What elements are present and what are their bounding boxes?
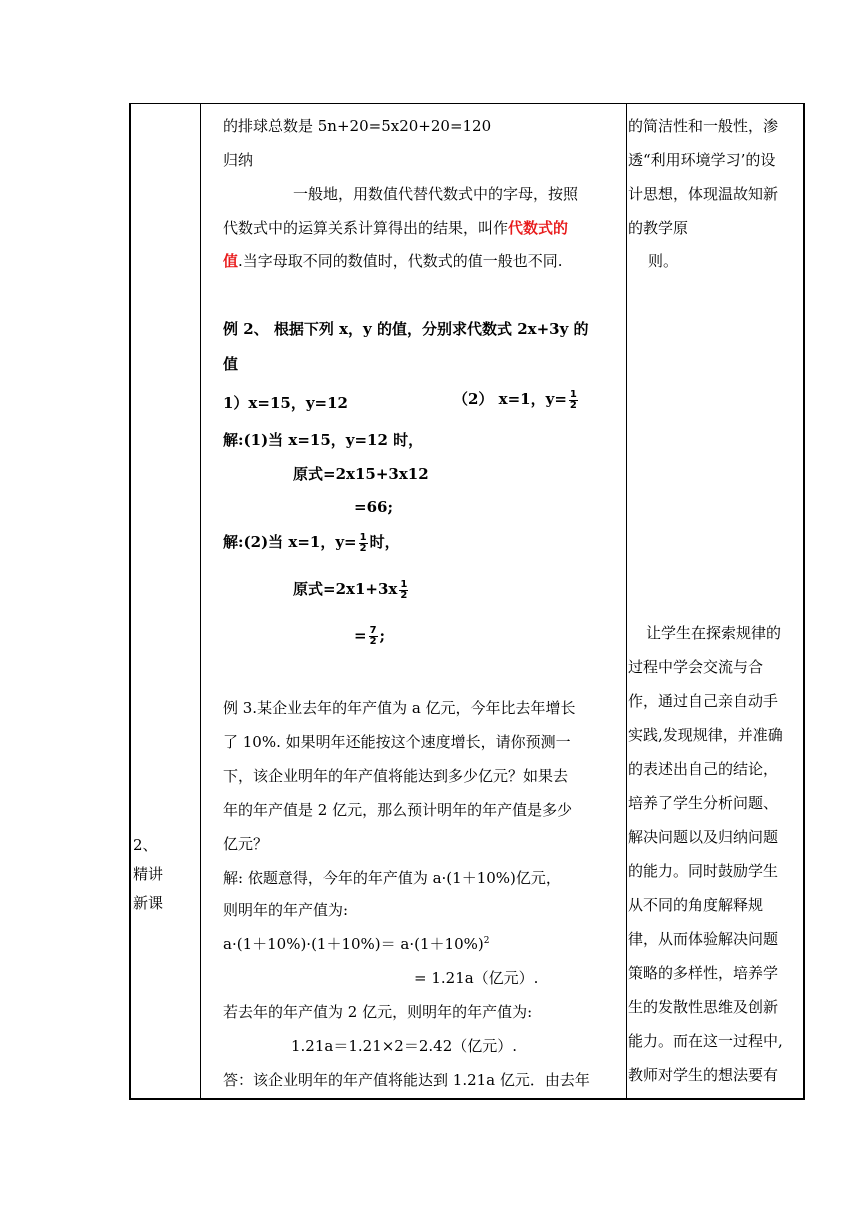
example-3-line-3: 下，该企业明年的年产值将能达到多少亿元？如果去	[223, 767, 569, 785]
example-2-part-2: （2） x=1，y= $\frac{1}{2}$	[453, 388, 577, 411]
summary-line-1: 一般地，用数值代替代数式中的字母，按照	[293, 185, 579, 203]
fraction-seven-halves: $\frac{7}{2}$	[369, 625, 377, 647]
solution-1-line-1: 解:(1)当 x=15，y=12 时，	[223, 431, 424, 449]
example-3-solution-5: 若去年的年产值为 2 亿元，则明年的年产值为:	[223, 1003, 533, 1021]
summary-title: 归纳	[223, 151, 254, 169]
definition-highlight-end: 值	[223, 252, 239, 270]
notes-cell	[628, 104, 806, 1098]
example-3-line-5: 亿元？	[223, 835, 269, 853]
example-3-solution-2: 则明年的年产值为:	[223, 901, 349, 919]
note-1-line-2: 透“利用环境学习’的设	[628, 151, 776, 169]
fraction-half: $\frac{1}{2}$	[359, 531, 367, 554]
fraction-half: $\frac{1}{2}$	[569, 388, 577, 411]
note-2-line-6: 培养了学生分析问题、	[628, 794, 779, 812]
note-2-line-10: 律，从而体验解决问题	[628, 930, 779, 948]
solution-1-line-2: 原式=2x15+3x12	[293, 465, 429, 483]
solution-1-line-3: =66;	[354, 498, 393, 516]
note-2-line-8: 的能力。同时鼓励学生	[628, 862, 779, 880]
note-2-line-1: 让学生在探索规律的	[646, 624, 782, 642]
solution-2-line-2: 原式=2x1+3x $\frac{1}{2}$	[293, 578, 408, 601]
example-3-solution-1: 解: 依题意得，今年的年产值为 a·(1＋10%)亿元，	[223, 869, 561, 887]
summary-line-2: 代数式中的运算关系计算得出的结果，叫作代数式的	[223, 219, 569, 237]
fraction-half: $\frac{1}{2}$	[400, 578, 408, 601]
note-2-line-5: 的表述出自己的结论，	[628, 760, 779, 778]
example-3-solution-3: $a\cdot(1+10\%)\cdot(1+10\%)= a\cdot(1+10\%)^2$	[223, 935, 490, 953]
stage-cell	[131, 831, 199, 918]
note-2-line-4: 实践,发现规律，并准确	[628, 726, 783, 744]
note-2-line-7: 解决问题以及归纳问题	[628, 828, 779, 846]
solution-2-line-1: 解:(2)当 x=1，y= $\frac{1}{2}$ 时，	[223, 531, 400, 554]
column-divider-1	[200, 104, 201, 1098]
lesson-plan-table	[129, 103, 805, 1100]
content-cell	[223, 104, 623, 1098]
note-1-line-1: 的简洁性和一般性，渗	[628, 117, 779, 135]
example-2-part-1: 1）x=15，y=12	[223, 394, 348, 412]
note-1-line-5: 则。	[648, 252, 679, 270]
stage-label-line2: 新课	[133, 894, 164, 912]
note-2-line-12: 生的发散性思维及创新	[628, 998, 779, 1016]
column-divider-2	[626, 104, 627, 1098]
note-2-line-14: 教师对学生的想法要有	[628, 1066, 779, 1084]
note-2-line-11: 策略的多样性，培养学	[628, 964, 779, 982]
example-2-line-1: 例 2、 根据下列 x，y 的值，分别求代数式 2x+3y 的	[223, 320, 589, 338]
example-2-line-2: 值	[223, 355, 239, 373]
note-2-line-9: 从不同的角度解释规	[628, 896, 764, 914]
note-1-line-3: 计思想，体现温故知新	[628, 185, 779, 203]
example-3-line-2: 了 10%. 如果明年还能按这个速度增长，请你预测一	[223, 733, 571, 751]
top-line: 的排球总数是 5n+20=5x20+20=120	[223, 117, 492, 135]
summary-line-3: 值.当字母取不同的数值时，代数式的值一般也不同.	[223, 252, 563, 270]
stage-number: 2、	[133, 836, 158, 854]
solution-2-line-3: = $\frac{7}{2}$ ;	[354, 625, 386, 647]
note-2-line-2: 过程中学会交流与合	[628, 658, 764, 676]
example-3-answer: 答：该企业明年的年产值将能达到 1.21a 亿元．由去年	[223, 1071, 590, 1089]
example-3-solution-6: 1.21a＝1.21×2＝2.42（亿元）.	[291, 1037, 518, 1055]
note-2-line-3: 作，通过自己亲自动手	[628, 692, 779, 710]
example-3-line-4: 年的年产值是 2 亿元，那么预计明年的年产值是多少	[223, 801, 573, 819]
note-1-line-4: 的教学原	[628, 219, 689, 237]
definition-highlight: 代数式的	[508, 219, 569, 237]
example-3-line-1: 例 3.某企业去年的年产值为 a 亿元，今年比去年增长	[223, 699, 576, 717]
example-3-solution-4: = 1.21a（亿元）.	[414, 969, 539, 987]
stage-label-line1: 精讲	[133, 865, 164, 883]
note-2-line-13: 能力。而在这一过程中,	[628, 1032, 783, 1050]
